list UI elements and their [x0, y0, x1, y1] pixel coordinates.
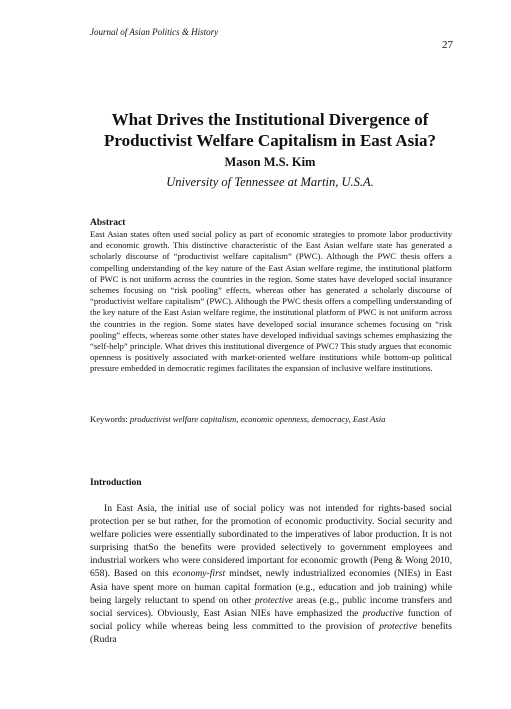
- running-header: Journal of Asian Politics & History: [90, 27, 219, 37]
- title-line-1: What Drives the Institutional Divergence of: [111, 110, 429, 129]
- article-title: [60, 109, 480, 151]
- author-affiliation: University of Tennessee at Martin, U.S.A.: [166, 175, 374, 189]
- abstract-text: East Asian states often used social policy as part of economic strategies to promote labor productivity and economic growth. This distinctive characteristic of the East Asian welfare state has generated a scholarly discourse of “productivist welfare capitalism” (PWC). Although the PWC thesis offers a compelling understanding of the key nature of the East Asian welfare regime, the institutional platform of PWC is not uniform across the countries in the region. Some states have developed social insurance schemes focusing on “risk pooling” effects, whereas other has generated a scholarly discourse of “productivist welfare capitalism” (PWC). Although the PWC thesis offers a compelling understanding of the key nature of the East Asian welfare regime, the institutional platform of PWC is not uniform across the countries in the region. Some states have developed social insurance schemes focusing on “risk pooling” effects, whereas some other states have developed individual savings schemes emphasizing the “self-help” principle. What drives this institutional divergence of PWC? This study argues that economic openness is positively associated with market-oriented welfare institutions while bottom-up political pressure embedded in democratic regimes facilitates the expansion of inclusive welfare institutions.: [90, 229, 452, 374]
- keywords-line: [90, 414, 385, 424]
- intro-emphasis-1: economy-first: [172, 568, 226, 580]
- keywords-label: Keywords:: [90, 414, 128, 424]
- introduction-heading: Introduction: [90, 478, 142, 488]
- intro-text-d: function of social policy while whereas being less committed to the provision of: [90, 607, 452, 632]
- intro-emphasis-4: protective: [379, 620, 418, 632]
- intro-text-a: In East Asia, the initial use of social policy was not intended for rights-based social protection per se but rather, for the promotion of economic productivity. Social security and welfare policies were essentially subordinated to the imperatives of labor production. It is not surprising thatSo the benefits were provided selectively to government employees and industrial workers who were considered important for economic growth (Peng & Wong 2010, 658). Based on this: [90, 503, 452, 580]
- intro-emphasis-3: productive: [362, 607, 404, 619]
- keywords-terms: productivist welfare capitalism, economic openness, democracy, East Asia: [129, 414, 386, 424]
- intro-emphasis-2: protective: [254, 594, 293, 606]
- intro-text-e: benefits (Rudra: [90, 620, 452, 645]
- author-name: Mason M.S. Kim: [224, 155, 316, 169]
- title-line-2: Productivist Welfare Capitalism in East Asia?: [104, 131, 436, 150]
- introduction-paragraph: [90, 502, 452, 646]
- abstract-heading: Abstract: [90, 218, 126, 228]
- intro-text-b: mindset, newly industrialized economies (NIEs) in East Asia have spent more on human capital formation (e.g., education and job training) while being largely reluctant to spend on other: [90, 568, 453, 606]
- intro-text-c: areas (e.g., public income transfers and social services). Obviously, East Asian NIEs have emphasized the: [90, 594, 453, 619]
- page-number: 27: [442, 39, 453, 51]
